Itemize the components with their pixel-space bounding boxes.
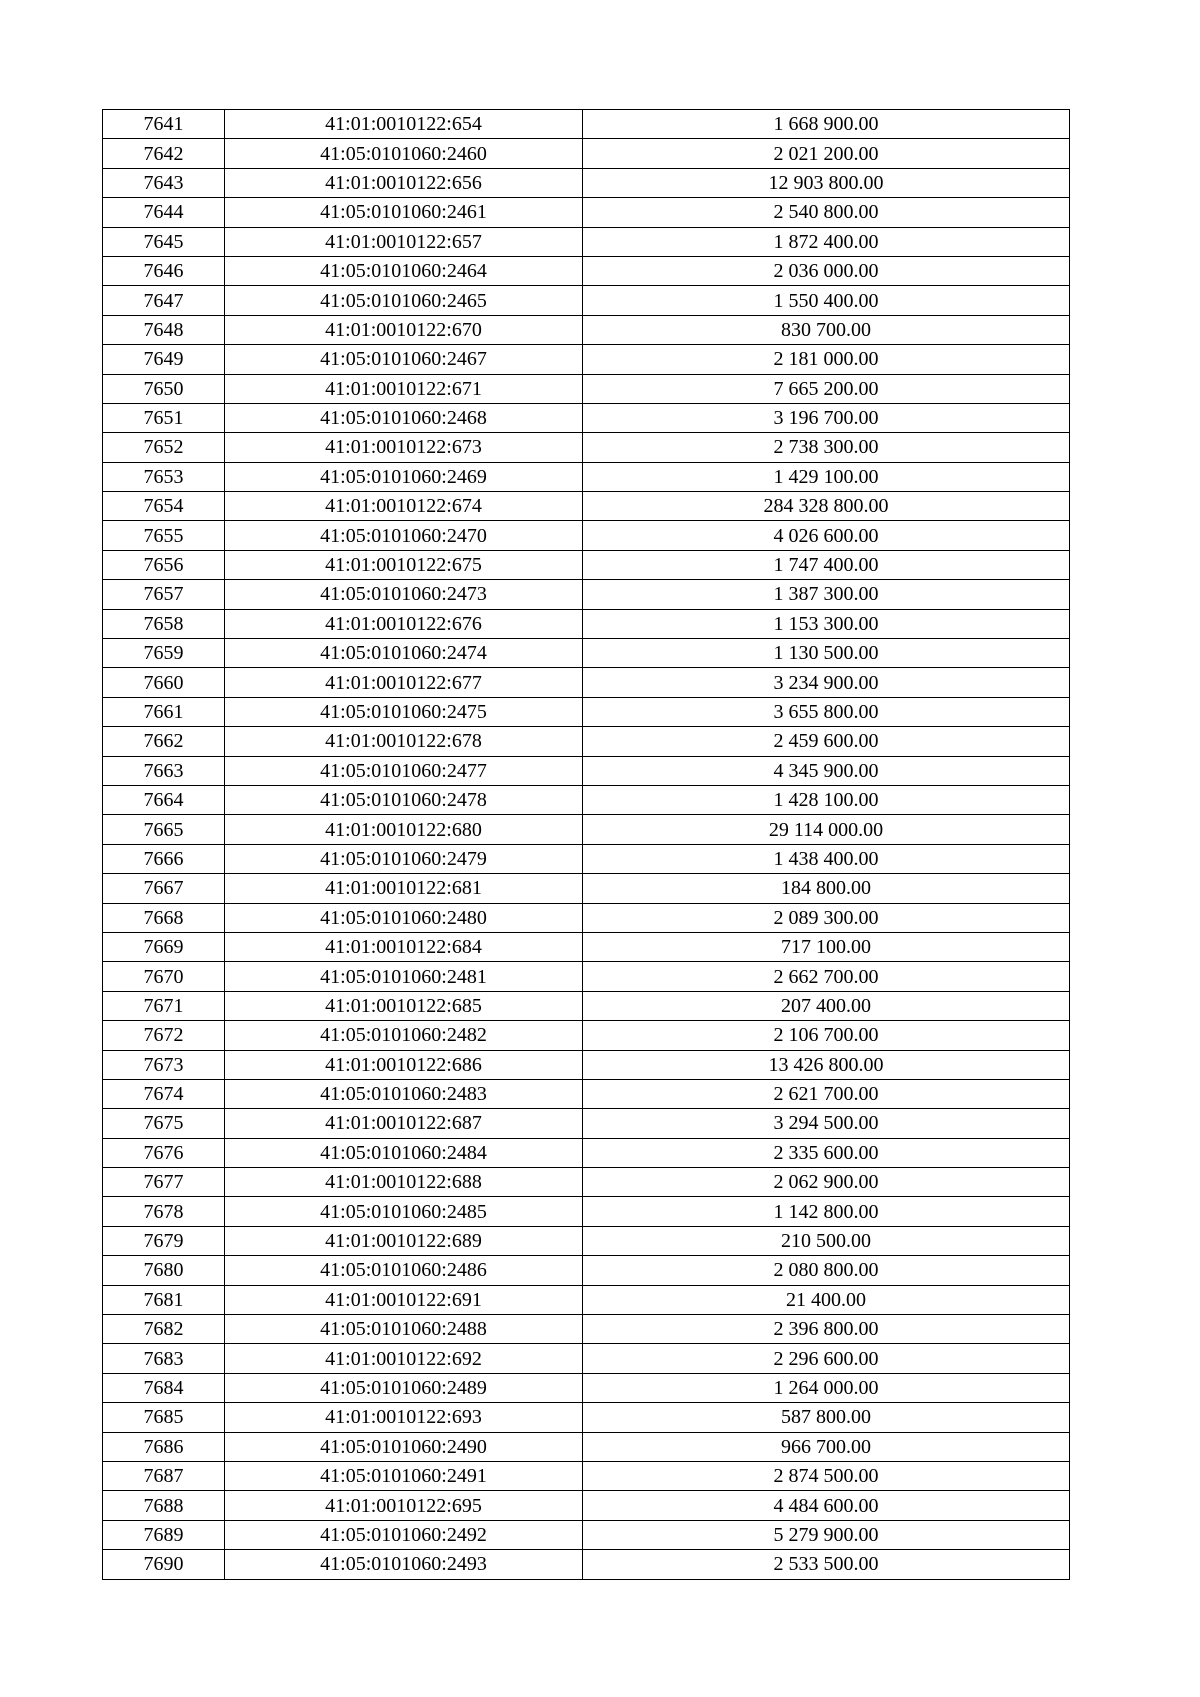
row-number-cell: 7664 — [103, 785, 225, 814]
table-row — [103, 668, 1070, 697]
cadastral-value-cell: 717 100.00 — [583, 932, 1070, 961]
cadastral-value-cell: 3 294 500.00 — [583, 1109, 1070, 1138]
table-row — [103, 1285, 1070, 1314]
row-number-cell: 7642 — [103, 139, 225, 168]
table-row — [103, 1520, 1070, 1549]
row-number-cell: 7652 — [103, 433, 225, 462]
table-row — [103, 374, 1070, 403]
cadastral-value-cell: 1 429 100.00 — [583, 462, 1070, 491]
cadastral-value-cell: 184 800.00 — [583, 874, 1070, 903]
row-number-cell: 7688 — [103, 1491, 225, 1520]
cadastral-number-cell: 41:05:0101060:2479 — [225, 844, 583, 873]
row-number-cell: 7649 — [103, 345, 225, 374]
row-number-cell: 7665 — [103, 815, 225, 844]
cadastral-value-cell: 1 747 400.00 — [583, 550, 1070, 579]
row-number-cell: 7689 — [103, 1520, 225, 1549]
row-number-cell: 7653 — [103, 462, 225, 491]
table-row — [103, 962, 1070, 991]
cadastral-number-cell: 41:01:0010122:688 — [225, 1168, 583, 1197]
cadastral-value-cell: 4 484 600.00 — [583, 1491, 1070, 1520]
cadastral-number-cell: 41:01:0010122:685 — [225, 991, 583, 1020]
table-row — [103, 345, 1070, 374]
table-row — [103, 844, 1070, 873]
table-row — [103, 1403, 1070, 1432]
cadastral-number-cell: 41:01:0010122:695 — [225, 1491, 583, 1520]
cadastral-value-cell: 2 089 300.00 — [583, 903, 1070, 932]
cadastral-value-cell: 1 142 800.00 — [583, 1197, 1070, 1226]
row-number-cell: 7670 — [103, 962, 225, 991]
row-number-cell: 7643 — [103, 168, 225, 197]
table-row — [103, 1550, 1070, 1579]
row-number-cell: 7645 — [103, 227, 225, 256]
cadastral-number-cell: 41:05:0101060:2475 — [225, 697, 583, 726]
cadastral-number-cell: 41:01:0010122:686 — [225, 1050, 583, 1079]
cadastral-number-cell: 41:01:0010122:680 — [225, 815, 583, 844]
cadastral-value-cell: 3 234 900.00 — [583, 668, 1070, 697]
cadastral-value-table — [102, 109, 1070, 1580]
cadastral-number-cell: 41:05:0101060:2464 — [225, 256, 583, 285]
row-number-cell: 7669 — [103, 932, 225, 961]
table-row — [103, 1138, 1070, 1167]
cadastral-value-cell: 3 655 800.00 — [583, 697, 1070, 726]
cadastral-value-cell: 2 874 500.00 — [583, 1461, 1070, 1490]
table-row — [103, 1079, 1070, 1108]
table-row — [103, 403, 1070, 432]
row-number-cell: 7675 — [103, 1109, 225, 1138]
cadastral-number-cell: 41:05:0101060:2478 — [225, 785, 583, 814]
table-row — [103, 991, 1070, 1020]
cadastral-value-cell: 2 036 000.00 — [583, 256, 1070, 285]
cadastral-number-cell: 41:01:0010122:681 — [225, 874, 583, 903]
row-number-cell: 7690 — [103, 1550, 225, 1579]
row-number-cell: 7673 — [103, 1050, 225, 1079]
row-number-cell: 7650 — [103, 374, 225, 403]
row-number-cell: 7672 — [103, 1021, 225, 1050]
cadastral-number-cell: 41:05:0101060:2482 — [225, 1021, 583, 1050]
cadastral-number-cell: 41:01:0010122:654 — [225, 110, 583, 139]
row-number-cell: 7677 — [103, 1168, 225, 1197]
cadastral-value-cell: 3 196 700.00 — [583, 403, 1070, 432]
cadastral-value-cell: 2 335 600.00 — [583, 1138, 1070, 1167]
cadastral-value-cell: 2 533 500.00 — [583, 1550, 1070, 1579]
cadastral-number-cell: 41:05:0101060:2493 — [225, 1550, 583, 1579]
row-number-cell: 7685 — [103, 1403, 225, 1432]
cadastral-value-cell: 5 279 900.00 — [583, 1520, 1070, 1549]
cadastral-value-cell: 1 550 400.00 — [583, 286, 1070, 315]
cadastral-number-cell: 41:05:0101060:2480 — [225, 903, 583, 932]
table-row — [103, 874, 1070, 903]
cadastral-number-cell: 41:05:0101060:2486 — [225, 1256, 583, 1285]
cadastral-number-cell: 41:01:0010122:657 — [225, 227, 583, 256]
cadastral-number-cell: 41:05:0101060:2489 — [225, 1373, 583, 1402]
row-number-cell: 7660 — [103, 668, 225, 697]
row-number-cell: 7647 — [103, 286, 225, 315]
cadastral-number-cell: 41:01:0010122:677 — [225, 668, 583, 697]
row-number-cell: 7648 — [103, 315, 225, 344]
cadastral-value-cell: 12 903 800.00 — [583, 168, 1070, 197]
cadastral-value-cell: 2 540 800.00 — [583, 198, 1070, 227]
cadastral-number-cell: 41:01:0010122:673 — [225, 433, 583, 462]
cadastral-number-cell: 41:05:0101060:2470 — [225, 521, 583, 550]
row-number-cell: 7641 — [103, 110, 225, 139]
cadastral-value-cell: 2 396 800.00 — [583, 1315, 1070, 1344]
row-number-cell: 7674 — [103, 1079, 225, 1108]
cadastral-value-cell: 2 080 800.00 — [583, 1256, 1070, 1285]
row-number-cell: 7662 — [103, 727, 225, 756]
cadastral-value-cell: 2 106 700.00 — [583, 1021, 1070, 1050]
cadastral-value-cell: 2 062 900.00 — [583, 1168, 1070, 1197]
cadastral-number-cell: 41:01:0010122:674 — [225, 492, 583, 521]
table-row — [103, 139, 1070, 168]
table-row — [103, 1373, 1070, 1402]
table-row — [103, 168, 1070, 197]
cadastral-number-cell: 41:05:0101060:2492 — [225, 1520, 583, 1549]
table-row — [103, 1050, 1070, 1079]
cadastral-value-cell: 1 264 000.00 — [583, 1373, 1070, 1402]
row-number-cell: 7646 — [103, 256, 225, 285]
row-number-cell: 7667 — [103, 874, 225, 903]
cadastral-value-cell: 21 400.00 — [583, 1285, 1070, 1314]
cadastral-number-cell: 41:01:0010122:691 — [225, 1285, 583, 1314]
table-row — [103, 521, 1070, 550]
cadastral-number-cell: 41:05:0101060:2465 — [225, 286, 583, 315]
row-number-cell: 7683 — [103, 1344, 225, 1373]
row-number-cell: 7655 — [103, 521, 225, 550]
cadastral-value-cell: 4 345 900.00 — [583, 756, 1070, 785]
table-row — [103, 1461, 1070, 1490]
cadastral-value-cell: 1 130 500.00 — [583, 639, 1070, 668]
table-row — [103, 492, 1070, 521]
table-row — [103, 315, 1070, 344]
cadastral-number-cell: 41:01:0010122:684 — [225, 932, 583, 961]
cadastral-value-cell: 2 181 000.00 — [583, 345, 1070, 374]
table-row — [103, 227, 1070, 256]
cadastral-value-cell: 587 800.00 — [583, 1403, 1070, 1432]
table-row — [103, 697, 1070, 726]
row-number-cell: 7676 — [103, 1138, 225, 1167]
cadastral-number-cell: 41:01:0010122:692 — [225, 1344, 583, 1373]
table-row — [103, 609, 1070, 638]
cadastral-number-cell: 41:01:0010122:689 — [225, 1226, 583, 1255]
table-row — [103, 1168, 1070, 1197]
table-row — [103, 785, 1070, 814]
cadastral-value-cell: 284 328 800.00 — [583, 492, 1070, 521]
table-row — [103, 639, 1070, 668]
cadastral-number-cell: 41:05:0101060:2468 — [225, 403, 583, 432]
cadastral-number-cell: 41:05:0101060:2491 — [225, 1461, 583, 1490]
cadastral-number-cell: 41:01:0010122:693 — [225, 1403, 583, 1432]
cadastral-value-cell: 966 700.00 — [583, 1432, 1070, 1461]
row-number-cell: 7671 — [103, 991, 225, 1020]
cadastral-number-cell: 41:05:0101060:2490 — [225, 1432, 583, 1461]
cadastral-number-cell: 41:01:0010122:671 — [225, 374, 583, 403]
cadastral-number-cell: 41:01:0010122:656 — [225, 168, 583, 197]
cadastral-value-cell: 4 026 600.00 — [583, 521, 1070, 550]
table-row — [103, 110, 1070, 139]
row-number-cell: 7656 — [103, 550, 225, 579]
cadastral-value-cell: 2 459 600.00 — [583, 727, 1070, 756]
row-number-cell: 7658 — [103, 609, 225, 638]
cadastral-number-cell: 41:05:0101060:2473 — [225, 580, 583, 609]
table-row — [103, 550, 1070, 579]
cadastral-number-cell: 41:05:0101060:2469 — [225, 462, 583, 491]
cadastral-number-cell: 41:05:0101060:2481 — [225, 962, 583, 991]
cadastral-value-cell: 210 500.00 — [583, 1226, 1070, 1255]
row-number-cell: 7657 — [103, 580, 225, 609]
table-row — [103, 1344, 1070, 1373]
cadastral-value-cell: 2 621 700.00 — [583, 1079, 1070, 1108]
cadastral-value-cell: 29 114 000.00 — [583, 815, 1070, 844]
cadastral-number-cell: 41:01:0010122:676 — [225, 609, 583, 638]
table-body — [103, 110, 1070, 1580]
cadastral-value-cell: 2 738 300.00 — [583, 433, 1070, 462]
row-number-cell: 7678 — [103, 1197, 225, 1226]
table-row — [103, 580, 1070, 609]
cadastral-value-cell: 1 153 300.00 — [583, 609, 1070, 638]
table-row — [103, 727, 1070, 756]
table-row — [103, 903, 1070, 932]
cadastral-value-cell: 830 700.00 — [583, 315, 1070, 344]
table-row — [103, 1226, 1070, 1255]
cadastral-value-cell: 1 668 900.00 — [583, 110, 1070, 139]
row-number-cell: 7687 — [103, 1461, 225, 1490]
row-number-cell: 7644 — [103, 198, 225, 227]
row-number-cell: 7679 — [103, 1226, 225, 1255]
cadastral-value-cell: 207 400.00 — [583, 991, 1070, 1020]
cadastral-number-cell: 41:05:0101060:2485 — [225, 1197, 583, 1226]
cadastral-value-cell: 1 428 100.00 — [583, 785, 1070, 814]
cadastral-number-cell: 41:05:0101060:2477 — [225, 756, 583, 785]
cadastral-value-cell: 2 296 600.00 — [583, 1344, 1070, 1373]
table-row — [103, 1315, 1070, 1344]
cadastral-value-cell: 2 662 700.00 — [583, 962, 1070, 991]
cadastral-number-cell: 41:05:0101060:2467 — [225, 345, 583, 374]
table-row — [103, 1021, 1070, 1050]
cadastral-value-cell: 7 665 200.00 — [583, 374, 1070, 403]
row-number-cell: 7666 — [103, 844, 225, 873]
table-row — [103, 1109, 1070, 1138]
table-row — [103, 932, 1070, 961]
table-row — [103, 198, 1070, 227]
cadastral-number-cell: 41:05:0101060:2488 — [225, 1315, 583, 1344]
cadastral-value-cell: 1 872 400.00 — [583, 227, 1070, 256]
cadastral-number-cell: 41:01:0010122:670 — [225, 315, 583, 344]
row-number-cell: 7663 — [103, 756, 225, 785]
table-row — [103, 815, 1070, 844]
row-number-cell: 7682 — [103, 1315, 225, 1344]
cadastral-number-cell: 41:01:0010122:678 — [225, 727, 583, 756]
row-number-cell: 7659 — [103, 639, 225, 668]
cadastral-value-cell: 2 021 200.00 — [583, 139, 1070, 168]
cadastral-number-cell: 41:05:0101060:2474 — [225, 639, 583, 668]
table-row — [103, 756, 1070, 785]
row-number-cell: 7651 — [103, 403, 225, 432]
cadastral-number-cell: 41:01:0010122:687 — [225, 1109, 583, 1138]
row-number-cell: 7680 — [103, 1256, 225, 1285]
row-number-cell: 7684 — [103, 1373, 225, 1402]
cadastral-number-cell: 41:05:0101060:2461 — [225, 198, 583, 227]
row-number-cell: 7668 — [103, 903, 225, 932]
cadastral-value-cell: 1 438 400.00 — [583, 844, 1070, 873]
table-row — [103, 1432, 1070, 1461]
table-row — [103, 286, 1070, 315]
table-row — [103, 1197, 1070, 1226]
cadastral-number-cell: 41:05:0101060:2483 — [225, 1079, 583, 1108]
table-row — [103, 1256, 1070, 1285]
row-number-cell: 7661 — [103, 697, 225, 726]
cadastral-value-cell: 13 426 800.00 — [583, 1050, 1070, 1079]
row-number-cell: 7686 — [103, 1432, 225, 1461]
cadastral-number-cell: 41:05:0101060:2484 — [225, 1138, 583, 1167]
table-row — [103, 433, 1070, 462]
row-number-cell: 7654 — [103, 492, 225, 521]
cadastral-number-cell: 41:01:0010122:675 — [225, 550, 583, 579]
table-row — [103, 1491, 1070, 1520]
table-row — [103, 256, 1070, 285]
cadastral-number-cell: 41:05:0101060:2460 — [225, 139, 583, 168]
row-number-cell: 7681 — [103, 1285, 225, 1314]
cadastral-value-cell: 1 387 300.00 — [583, 580, 1070, 609]
table-row — [103, 462, 1070, 491]
